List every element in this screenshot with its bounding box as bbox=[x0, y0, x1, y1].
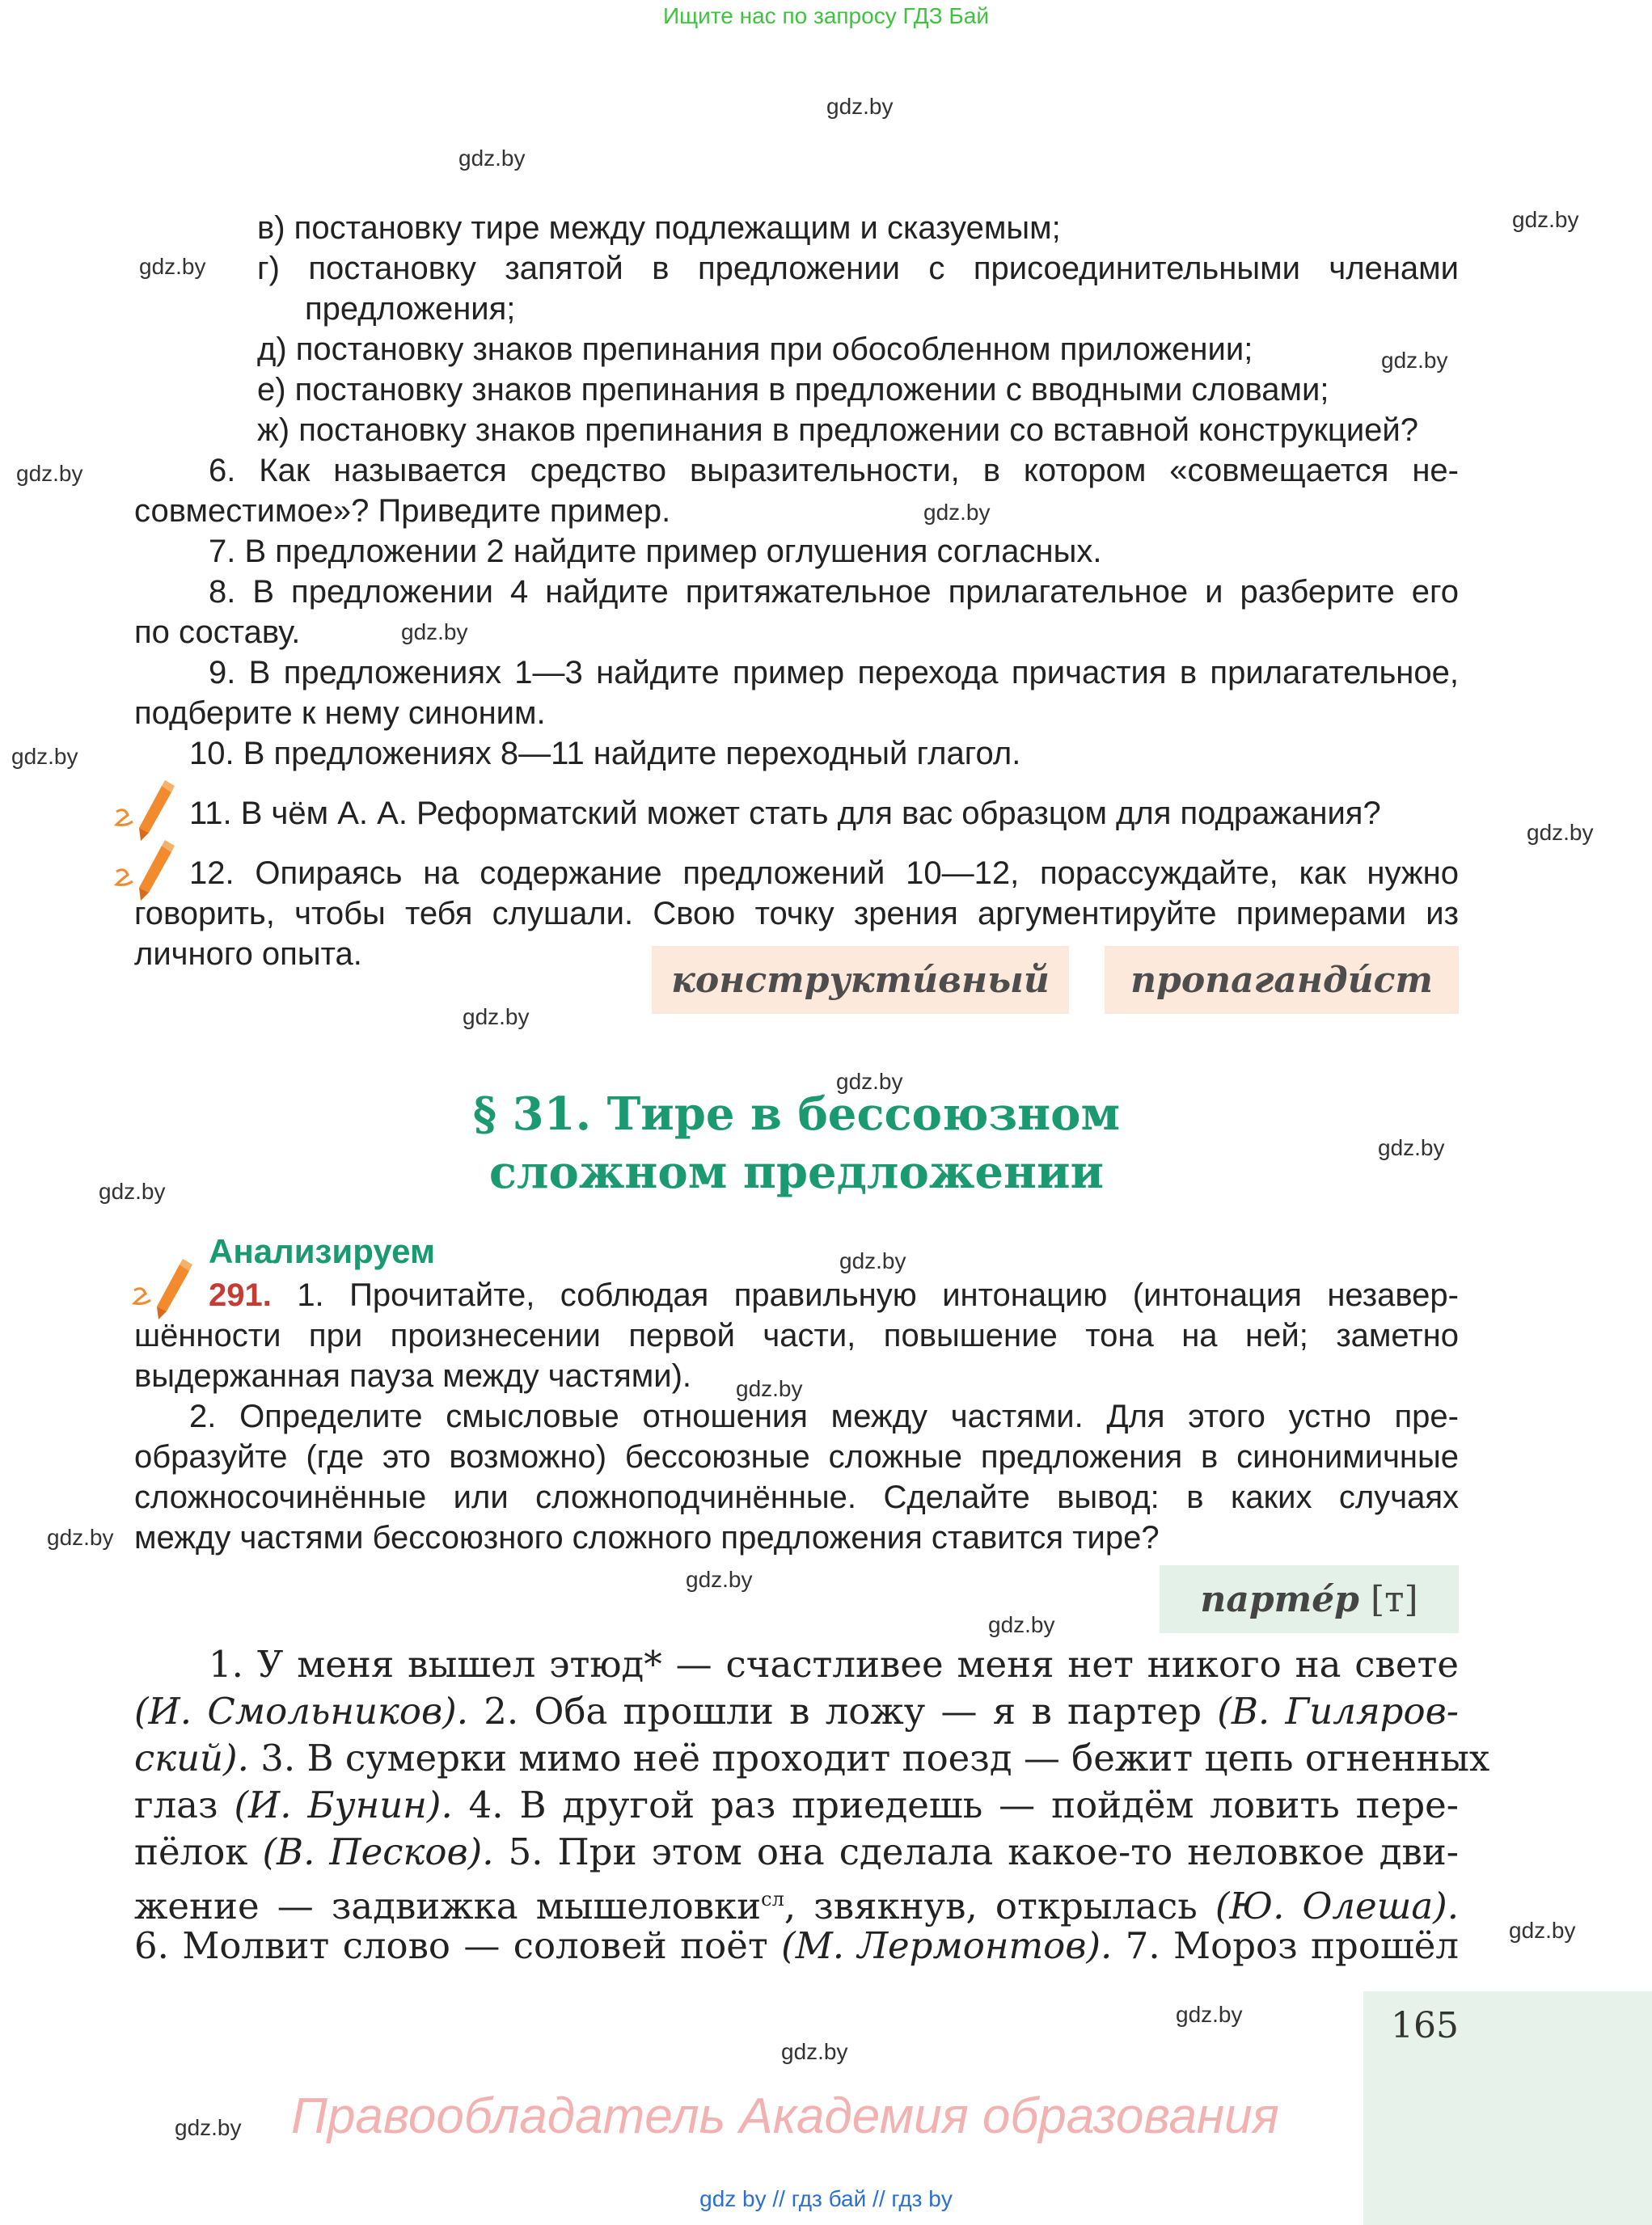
section-title: § 31. Тире в бессоюзном bbox=[472, 1087, 1121, 1141]
text-fragment: глаз bbox=[134, 1784, 234, 1826]
copyright-notice: Правообладатель Академия образования bbox=[291, 2088, 1279, 2144]
task-12-cont: говорить, чтобы тебя слушали. Свою точку зрения аргументируйте примерами из bbox=[134, 896, 1459, 931]
vocab-word-box: пропаганди́ст bbox=[1105, 946, 1459, 1014]
watermark: gdz.by bbox=[1512, 207, 1579, 232]
task-item-zh: ж) постановку знаков препинания в предложении со вставной конструкцией? bbox=[257, 412, 1419, 448]
exercise-line: сложносочинённые или сложноподчинённые. Сделайте вывод: в каких случаях bbox=[134, 1480, 1459, 1515]
watermark: gdz.by bbox=[11, 744, 78, 769]
exercise-number: 291. bbox=[209, 1277, 272, 1313]
exercise-line: образуйте (где это возможно) бессоюзные сложные предложения в синонимичные bbox=[134, 1439, 1459, 1475]
text-fragment: пёлок bbox=[134, 1830, 263, 1873]
author-citation: (В. Гиляров- bbox=[1217, 1690, 1459, 1733]
watermark: gdz.by bbox=[1509, 1918, 1576, 1943]
section-label-analyze: Анализируем bbox=[209, 1232, 436, 1270]
watermark: gdz.by bbox=[139, 254, 206, 279]
exercise-line: выдержанная пауза между частями). bbox=[134, 1358, 692, 1394]
watermark: gdz.by bbox=[686, 1567, 753, 1592]
author-citation: (М. Лермонтов). bbox=[781, 1924, 1113, 1967]
watermark: gdz.by bbox=[836, 1069, 903, 1094]
task-7: 7. В предложении 2 найдите пример оглушения согласных. bbox=[209, 534, 1102, 569]
footer-links[interactable]: gdz by // гдз бай // гдз by bbox=[699, 2186, 953, 2211]
section-title-cont: сложном предложении bbox=[488, 1146, 1105, 1199]
author-citation: (Ю. Олеша). bbox=[1215, 1885, 1460, 1927]
task-9-cont: подберите к нему синоним. bbox=[134, 695, 546, 731]
text-line bbox=[134, 1735, 1490, 1782]
task-8-cont: по составу. bbox=[134, 614, 301, 650]
footnote-mark: сл bbox=[761, 1888, 784, 1910]
task-6-cont: совместимое»? Приведите пример. bbox=[134, 493, 671, 529]
exercise-line: 2. Определите смысловые отношения между частями. Для этого устно пре- bbox=[189, 1399, 1459, 1434]
watermark: gdz.by bbox=[16, 461, 83, 486]
author-citation: (И. Бунин). bbox=[234, 1784, 453, 1826]
task-item-g-cont: предложения; bbox=[305, 291, 516, 327]
watermark: gdz.by bbox=[47, 1525, 114, 1550]
watermark: gdz.by bbox=[826, 94, 894, 119]
exercise-line bbox=[209, 1276, 1459, 1315]
text-line bbox=[134, 1782, 1459, 1829]
exercise-line: шённости при произнесении первой части, повышение тона на ней; заметно bbox=[134, 1318, 1459, 1353]
vocab-pronunciation: [т] bbox=[1370, 1578, 1418, 1620]
author-citation: (И. Смольников). bbox=[134, 1690, 468, 1733]
watermark: gdz.by bbox=[923, 500, 991, 525]
text-line bbox=[134, 1688, 1459, 1735]
pencil-writing-icon bbox=[129, 1255, 197, 1323]
task-item-e: е) постановку знаков препинания в предложении с вводными словами; bbox=[257, 372, 1329, 407]
task-item-g: г) постановку запятой в предложении с присоединительными членами bbox=[257, 251, 1459, 286]
text-line bbox=[134, 1923, 1459, 1970]
author-citation: (В. Песков). bbox=[262, 1830, 494, 1873]
watermark: gdz.by bbox=[463, 1004, 530, 1029]
pencil-writing-icon bbox=[112, 836, 180, 904]
watermark: gdz.by bbox=[781, 2039, 848, 2064]
watermark: gdz.by bbox=[458, 146, 526, 171]
watermark: gdz.by bbox=[988, 1612, 1055, 1637]
text-line bbox=[134, 1876, 1459, 1930]
watermark: gdz.by bbox=[1378, 1135, 1445, 1160]
watermark: gdz.by bbox=[1381, 348, 1448, 373]
text-fragment: жение — задвижка мышеловки bbox=[134, 1885, 762, 1927]
task-9: 9. В предложениях 1—3 найдите пример перехода причастия в прилагательное, bbox=[209, 655, 1459, 690]
vocab-word-box-green bbox=[1160, 1565, 1459, 1633]
task-10: 10. В предложениях 8—11 найдите переходный глагол. bbox=[189, 736, 1021, 771]
text-fragment: 5. При этом она сделала какое-то неловкое дви- bbox=[493, 1830, 1459, 1873]
vocab-word-box: конструкти́вный bbox=[652, 946, 1069, 1014]
text-fragment: 2. Оба прошли в ложу — я в партер bbox=[468, 1690, 1218, 1733]
watermark: gdz.by bbox=[99, 1179, 166, 1204]
pencil-writing-icon bbox=[112, 776, 180, 844]
task-item-v: в) постановку тире между подлежащим и сказуемым; bbox=[257, 210, 1061, 246]
watermark: gdz.by bbox=[175, 2115, 242, 2140]
text-line: 1. У меня вышел этюд* — счастливее меня нет никого на свете bbox=[209, 1643, 1459, 1686]
watermark: gdz.by bbox=[736, 1376, 803, 1401]
text-fragment: 3. В сумерки мимо неё проходит поезд — бежит цепь огненных bbox=[248, 1737, 1490, 1780]
task-8: 8. В предложении 4 найдите притяжательное прилагательное и разберите его bbox=[209, 574, 1459, 610]
exercise-text: 1. Прочитайте, соблюдая правильную интонацию (интонация незавер- bbox=[297, 1277, 1459, 1313]
exercise-line: между частями бессоюзного сложного предложения ставится тире? bbox=[134, 1520, 1160, 1556]
text-line bbox=[134, 1829, 1459, 1876]
task-item-d: д) постановку знаков препинания при обособленном приложении; bbox=[257, 331, 1253, 367]
task-12-cont2: личного опыта. bbox=[134, 936, 362, 972]
task-11: 11. В чём А. А. Реформатский может стать для вас образцом для подражания? bbox=[189, 796, 1381, 831]
vocab-word: парте́р bbox=[1200, 1578, 1359, 1620]
watermark: gdz.by bbox=[401, 619, 468, 644]
text-fragment: 4. В другой раз приедешь — пойдём ловить пере- bbox=[452, 1784, 1459, 1826]
page-number: 165 bbox=[1391, 2005, 1459, 2046]
top-banner: Ищите нас по запросу ГДЗ Бай bbox=[662, 3, 990, 28]
watermark: gdz.by bbox=[839, 1248, 906, 1273]
task-6: 6. Как называется средство выразительности, в котором «совмещается не- bbox=[209, 453, 1459, 488]
author-citation: ский). bbox=[134, 1737, 249, 1780]
watermark: gdz.by bbox=[1176, 2002, 1243, 2027]
task-12: 12. Опираясь на содержание предложений 10—12, порассуждайте, как нужно bbox=[189, 855, 1459, 891]
text-fragment: 7. Мороз прошёл bbox=[1112, 1924, 1460, 1967]
watermark: gdz.by bbox=[1527, 820, 1594, 845]
text-fragment: 6. Молвит слово — соловей поёт bbox=[134, 1924, 782, 1967]
text-fragment: , звякнув, открылась bbox=[784, 1885, 1215, 1927]
